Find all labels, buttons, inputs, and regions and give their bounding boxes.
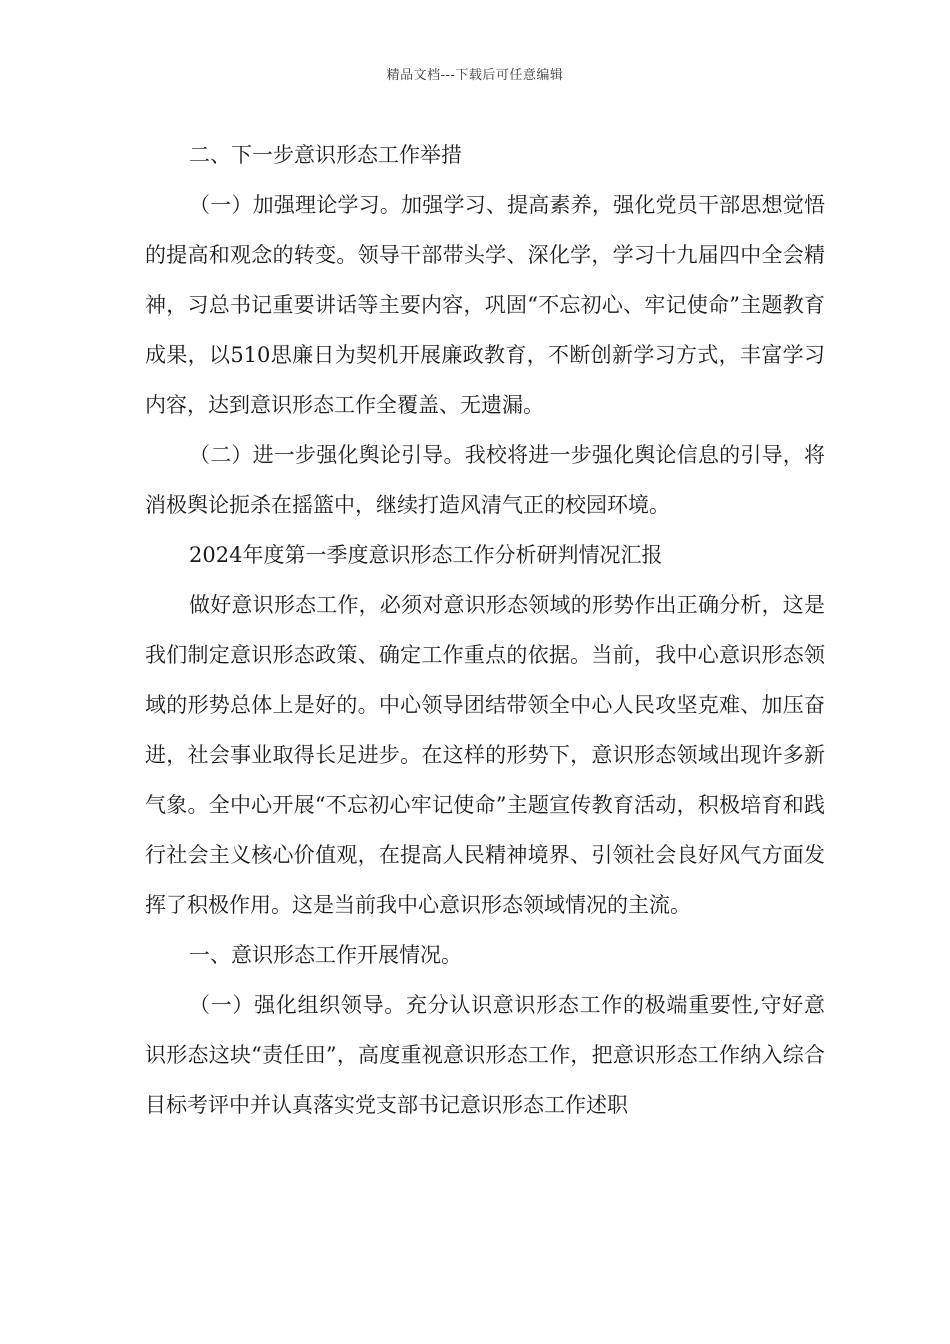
body-paragraph: （二）进一步强化舆论引导。我校将进一步强化舆论信息的引导，将消极舆论扼杀在摇篮中，继续打造风清气正的校园环境。 xyxy=(145,443,825,517)
body-paragraph: （一）强化组织领导。充分认识意识形态工作的极端重要性,守好意识形态这块“责任田”，高度重视意识形态工作，把意识形态工作纳入综合目标考评中并认真落实党支部书记意识形态工作述职 xyxy=(145,993,825,1117)
section-heading: 二、下一步意识形态工作举措 xyxy=(189,143,462,167)
body-paragraph: （一）加强理论学习。加强学习、提高素养，强化党员干部思想觉悟的提高和观念的转变。领导干部带头学、深化学，学习十九届四中全会精神，习总书记重要讲话等主要内容，巩固“不忘初心、牢记使命”主题教育成果，以510思廉日为契机开展廉政教育，不断创新学习方式，丰富学习内容，达到意识形态工作全覆盖、无遗漏。 xyxy=(145,193,825,417)
report-title: 2024年度第一季度意识形态工作分析研判情况汇报 xyxy=(189,543,663,567)
page-header: 精品文档---下载后可任意编辑 xyxy=(386,68,564,83)
document-body xyxy=(145,130,825,1130)
body-paragraph: 做好意识形态工作，必须对意识形态领域的形势作出正确分析，这是我们制定意识形态政策、确定工作重点的依据。当前，我中心意识形态领域的形势总体上是好的。中心领导团结带领全中心人民攻坚克难、加压奋进，社会事业取得长足进步。在这样的形势下，意识形态领域出现许多新气象。全中心开展“不忘初心牢记使命”主题宣传教育活动，积极培育和践行社会主义核心价值观，在提高人民精神境界、引领社会良好风气方面发挥了积极作用。这是当前我中心意识形态领域情况的主流。 xyxy=(145,593,825,917)
section-heading: 一、意识形态工作开展情况。 xyxy=(189,943,462,967)
